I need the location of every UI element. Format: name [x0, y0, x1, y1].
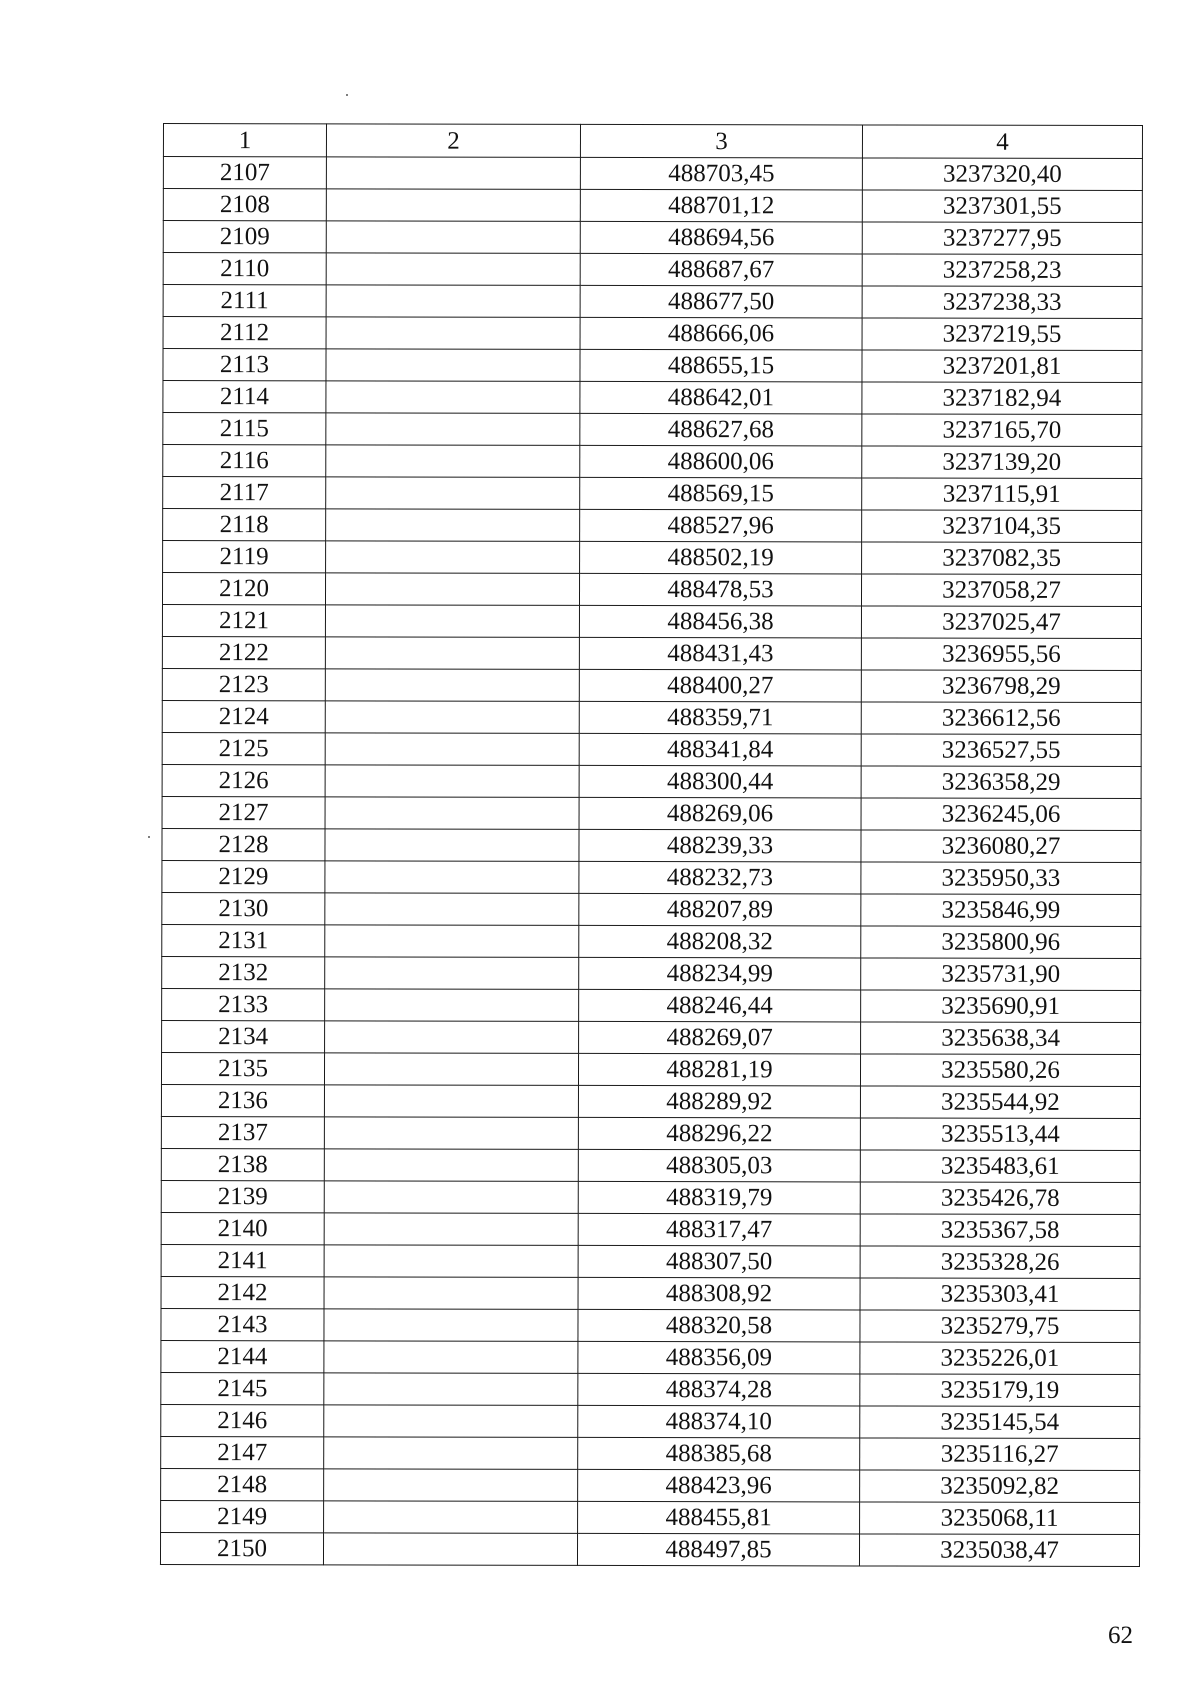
table-body — [160, 157, 1142, 1567]
x-coordinate-cell: 488627,68 — [580, 413, 862, 446]
y-coordinate-cell: 3235513,44 — [860, 1118, 1140, 1151]
y-coordinate-cell: 3236798,29 — [861, 670, 1141, 703]
table-row — [162, 796, 1141, 830]
description-cell — [325, 733, 579, 766]
point-number-cell: 2114 — [163, 381, 326, 413]
point-number-cell: 2131 — [162, 924, 325, 956]
point-number-cell: 2146 — [161, 1404, 324, 1436]
y-coordinate-cell: 3236955,56 — [861, 638, 1141, 671]
point-number-cell: 2129 — [162, 860, 325, 892]
point-number-cell: 2136 — [161, 1084, 324, 1116]
table-row — [162, 828, 1141, 862]
table-row — [163, 285, 1142, 319]
table-row — [162, 636, 1141, 670]
x-coordinate-cell: 488308,92 — [578, 1277, 860, 1310]
x-coordinate-cell: 488642,01 — [580, 381, 862, 414]
table-row — [160, 1532, 1139, 1566]
point-number-cell: 2118 — [163, 509, 326, 541]
table-row — [161, 1244, 1140, 1278]
y-coordinate-cell: 3237115,91 — [862, 478, 1142, 511]
table-row — [161, 1372, 1140, 1406]
table-row — [161, 1308, 1140, 1342]
x-coordinate-cell: 488207,89 — [579, 893, 861, 926]
x-coordinate-cell: 488317,47 — [578, 1213, 860, 1246]
x-coordinate-cell: 488655,15 — [580, 349, 862, 382]
description-cell — [326, 317, 580, 350]
y-coordinate-cell: 3235426,78 — [860, 1182, 1140, 1215]
x-coordinate-cell: 488319,79 — [578, 1181, 860, 1214]
description-cell — [325, 925, 579, 958]
point-number-cell: 2120 — [162, 573, 325, 605]
table-row — [161, 1500, 1140, 1534]
point-number-cell: 2113 — [163, 349, 326, 381]
y-coordinate-cell: 3235328,26 — [860, 1246, 1140, 1279]
y-coordinate-cell: 3235179,19 — [860, 1374, 1140, 1407]
table-row — [163, 349, 1142, 383]
y-coordinate-cell: 3237320,40 — [862, 158, 1142, 191]
description-cell — [326, 445, 580, 478]
y-coordinate-cell: 3235638,34 — [861, 1022, 1141, 1055]
table-row — [163, 413, 1142, 447]
x-coordinate-cell: 488701,12 — [580, 189, 862, 222]
x-coordinate-cell: 488269,06 — [579, 797, 861, 830]
x-coordinate-cell: 488232,73 — [579, 861, 861, 894]
y-coordinate-cell: 3235950,33 — [861, 862, 1141, 895]
y-coordinate-cell: 3235068,11 — [860, 1502, 1140, 1535]
description-cell — [324, 1501, 578, 1534]
description-cell — [326, 541, 580, 574]
y-coordinate-cell: 3237058,27 — [861, 574, 1141, 607]
point-number-cell: 2127 — [162, 796, 325, 828]
point-number-cell: 2121 — [162, 605, 325, 637]
x-coordinate-cell: 488456,38 — [579, 605, 861, 638]
x-coordinate-cell: 488289,92 — [578, 1085, 860, 1118]
point-number-cell: 2140 — [161, 1212, 324, 1244]
table-row — [163, 509, 1142, 543]
point-number-cell: 2141 — [161, 1244, 324, 1276]
scan-speck — [346, 94, 348, 96]
table-header — [163, 124, 1142, 159]
description-cell — [324, 1469, 578, 1502]
x-coordinate-cell: 488502,19 — [580, 541, 862, 574]
y-coordinate-cell: 3236527,55 — [861, 734, 1141, 767]
x-coordinate-cell: 488356,09 — [578, 1341, 860, 1374]
point-number-cell: 2108 — [163, 189, 326, 221]
table-row — [163, 189, 1142, 223]
x-coordinate-cell: 488687,67 — [580, 253, 862, 286]
y-coordinate-cell: 3235580,26 — [860, 1054, 1140, 1087]
y-coordinate-cell: 3235367,58 — [860, 1214, 1140, 1247]
description-cell — [326, 349, 580, 382]
point-number-cell: 2110 — [163, 253, 326, 285]
description-cell — [326, 221, 580, 254]
x-coordinate-cell: 488527,96 — [580, 509, 862, 542]
point-number-cell: 2122 — [162, 636, 325, 668]
x-coordinate-cell: 488569,15 — [580, 477, 862, 510]
x-coordinate-cell: 488478,53 — [579, 573, 861, 606]
point-number-cell: 2115 — [163, 413, 326, 445]
description-cell — [325, 701, 579, 734]
table-row — [162, 605, 1141, 639]
x-coordinate-cell: 488234,99 — [579, 957, 861, 990]
description-cell — [324, 1373, 578, 1406]
point-number-cell: 2126 — [162, 764, 325, 796]
description-cell — [324, 1053, 578, 1086]
description-cell — [324, 1341, 578, 1374]
description-cell — [324, 1117, 578, 1150]
column-header-3: 3 — [580, 124, 862, 158]
point-number-cell: 2137 — [161, 1116, 324, 1148]
description-cell — [326, 285, 580, 318]
column-header-4: 4 — [862, 125, 1142, 159]
description-cell — [326, 509, 580, 542]
point-number-cell: 2109 — [163, 221, 326, 253]
description-cell — [324, 1245, 578, 1278]
point-number-cell: 2147 — [161, 1436, 324, 1468]
description-cell — [324, 1213, 578, 1246]
y-coordinate-cell: 3237258,23 — [862, 254, 1142, 287]
x-coordinate-cell: 488431,43 — [579, 637, 861, 670]
x-coordinate-cell: 488296,22 — [578, 1117, 860, 1150]
point-number-cell: 2112 — [163, 317, 326, 349]
description-cell — [325, 765, 579, 798]
table-row — [161, 1084, 1140, 1118]
description-cell — [326, 253, 580, 286]
y-coordinate-cell: 3237104,35 — [862, 510, 1142, 543]
description-cell — [324, 1405, 578, 1438]
y-coordinate-cell: 3237165,70 — [862, 414, 1142, 447]
x-coordinate-cell: 488281,19 — [578, 1053, 860, 1086]
y-coordinate-cell: 3236245,06 — [861, 798, 1141, 831]
table-row — [162, 764, 1141, 798]
y-coordinate-cell: 3235279,75 — [860, 1310, 1140, 1343]
x-coordinate-cell: 488677,50 — [580, 285, 862, 318]
coordinates-sheet — [160, 123, 1142, 1567]
table-row — [163, 253, 1142, 287]
point-number-cell: 2145 — [161, 1372, 324, 1404]
table-row — [161, 1148, 1140, 1182]
description-cell — [325, 797, 579, 830]
header-row — [163, 124, 1142, 159]
x-coordinate-cell: 488400,27 — [579, 669, 861, 702]
y-coordinate-cell: 3235731,90 — [861, 958, 1141, 991]
y-coordinate-cell: 3235483,61 — [860, 1150, 1140, 1183]
column-header-1: 1 — [163, 124, 326, 157]
x-coordinate-cell: 488600,06 — [580, 445, 862, 478]
table-row — [163, 445, 1142, 479]
y-coordinate-cell: 3235116,27 — [860, 1438, 1140, 1471]
y-coordinate-cell: 3235145,54 — [860, 1406, 1140, 1439]
description-cell — [325, 637, 579, 670]
y-coordinate-cell: 3236080,27 — [861, 830, 1141, 863]
y-coordinate-cell: 3237238,33 — [862, 286, 1142, 319]
point-number-cell: 2111 — [163, 285, 326, 317]
point-number-cell: 2117 — [163, 477, 326, 509]
description-cell — [324, 1149, 578, 1182]
point-number-cell: 2142 — [161, 1276, 324, 1308]
table-row — [162, 1020, 1141, 1054]
description-cell — [326, 381, 580, 414]
table-row — [161, 1468, 1140, 1502]
point-number-cell: 2132 — [162, 956, 325, 988]
description-cell — [324, 1309, 578, 1342]
table-row — [161, 1180, 1140, 1214]
table-row — [162, 956, 1141, 990]
column-header-2: 2 — [326, 124, 580, 158]
y-coordinate-cell: 3235038,47 — [859, 1534, 1139, 1567]
point-number-cell: 2123 — [162, 668, 325, 700]
y-coordinate-cell: 3235092,82 — [860, 1470, 1140, 1503]
x-coordinate-cell: 488374,28 — [578, 1373, 860, 1406]
description-cell — [326, 189, 580, 222]
description-cell — [325, 605, 579, 638]
x-coordinate-cell: 488320,58 — [578, 1309, 860, 1342]
x-coordinate-cell: 488703,45 — [580, 157, 862, 190]
description-cell — [325, 861, 579, 894]
y-coordinate-cell: 3235544,92 — [860, 1086, 1140, 1119]
description-cell — [326, 477, 580, 510]
description-cell — [326, 157, 580, 190]
x-coordinate-cell: 488246,44 — [579, 989, 861, 1022]
y-coordinate-cell: 3235690,91 — [861, 990, 1141, 1023]
description-cell — [325, 1021, 579, 1054]
description-cell — [325, 669, 579, 702]
x-coordinate-cell: 488239,33 — [579, 829, 861, 862]
point-number-cell: 2107 — [163, 157, 326, 189]
table-row — [163, 477, 1142, 511]
x-coordinate-cell: 488497,85 — [577, 1533, 859, 1566]
x-coordinate-cell: 488455,81 — [578, 1501, 860, 1534]
x-coordinate-cell: 488307,50 — [578, 1245, 860, 1278]
coordinates-table — [160, 123, 1143, 1567]
point-number-cell: 2138 — [161, 1148, 324, 1180]
table-row — [162, 860, 1141, 894]
point-number-cell: 2130 — [162, 892, 325, 924]
table-row — [163, 381, 1142, 415]
x-coordinate-cell: 488423,96 — [578, 1469, 860, 1502]
table-row — [162, 924, 1141, 958]
table-row — [162, 988, 1141, 1022]
y-coordinate-cell: 3235800,96 — [861, 926, 1141, 959]
y-coordinate-cell: 3237301,55 — [862, 190, 1142, 223]
y-coordinate-cell: 3237201,81 — [862, 350, 1142, 383]
x-coordinate-cell: 488374,10 — [578, 1405, 860, 1438]
table-row — [163, 541, 1142, 575]
x-coordinate-cell: 488208,32 — [579, 925, 861, 958]
description-cell — [325, 893, 579, 926]
table-row — [161, 1404, 1140, 1438]
point-number-cell: 2135 — [161, 1052, 324, 1084]
point-number-cell: 2125 — [162, 732, 325, 764]
y-coordinate-cell: 3237182,94 — [862, 382, 1142, 415]
y-coordinate-cell: 3237025,47 — [861, 606, 1141, 639]
x-coordinate-cell: 488666,06 — [580, 317, 862, 350]
y-coordinate-cell: 3236612,56 — [861, 702, 1141, 735]
x-coordinate-cell: 488359,71 — [579, 701, 861, 734]
description-cell — [324, 1181, 578, 1214]
description-cell — [324, 1085, 578, 1118]
description-cell — [325, 989, 579, 1022]
point-number-cell: 2144 — [161, 1340, 324, 1372]
table-row — [161, 1052, 1140, 1086]
y-coordinate-cell: 3237139,20 — [862, 446, 1142, 479]
point-number-cell: 2116 — [163, 445, 326, 477]
description-cell — [325, 573, 579, 606]
description-cell — [325, 829, 579, 862]
y-coordinate-cell: 3235226,01 — [860, 1342, 1140, 1375]
x-coordinate-cell: 488385,68 — [578, 1437, 860, 1470]
point-number-cell: 2133 — [162, 988, 325, 1020]
y-coordinate-cell: 3235846,99 — [861, 894, 1141, 927]
table-row — [163, 157, 1142, 191]
table-row — [161, 1340, 1140, 1374]
point-number-cell: 2143 — [161, 1308, 324, 1340]
point-number-cell: 2119 — [163, 541, 326, 573]
table-row — [161, 1276, 1140, 1310]
point-number-cell: 2134 — [162, 1020, 325, 1052]
x-coordinate-cell: 488300,44 — [579, 765, 861, 798]
point-number-cell: 2128 — [162, 828, 325, 860]
description-cell — [324, 1437, 578, 1470]
x-coordinate-cell: 488305,03 — [578, 1149, 860, 1182]
description-cell — [324, 1277, 578, 1310]
table-row — [162, 892, 1141, 926]
point-number-cell: 2124 — [162, 700, 325, 732]
y-coordinate-cell: 3237277,95 — [862, 222, 1142, 255]
table-row — [161, 1212, 1140, 1246]
y-coordinate-cell: 3236358,29 — [861, 766, 1141, 799]
table-row — [163, 221, 1142, 255]
table-row — [161, 1436, 1140, 1470]
table-row — [162, 732, 1141, 766]
description-cell — [325, 957, 579, 990]
x-coordinate-cell: 488269,07 — [579, 1021, 861, 1054]
point-number-cell: 2139 — [161, 1180, 324, 1212]
page-number: 62 — [1108, 1622, 1133, 1649]
table-row — [161, 1116, 1140, 1150]
y-coordinate-cell: 3235303,41 — [860, 1278, 1140, 1311]
x-coordinate-cell: 488341,84 — [579, 733, 861, 766]
description-cell — [323, 1533, 577, 1566]
point-number-cell: 2150 — [160, 1532, 323, 1564]
y-coordinate-cell: 3237219,55 — [862, 318, 1142, 351]
table-row — [162, 668, 1141, 702]
x-coordinate-cell: 488694,56 — [580, 221, 862, 254]
y-coordinate-cell: 3237082,35 — [862, 542, 1142, 575]
table-row — [163, 317, 1142, 351]
table-row — [162, 700, 1141, 734]
point-number-cell: 2148 — [161, 1468, 324, 1500]
description-cell — [326, 413, 580, 446]
scan-speck — [148, 836, 150, 838]
table-row — [162, 573, 1141, 607]
point-number-cell: 2149 — [161, 1500, 324, 1532]
